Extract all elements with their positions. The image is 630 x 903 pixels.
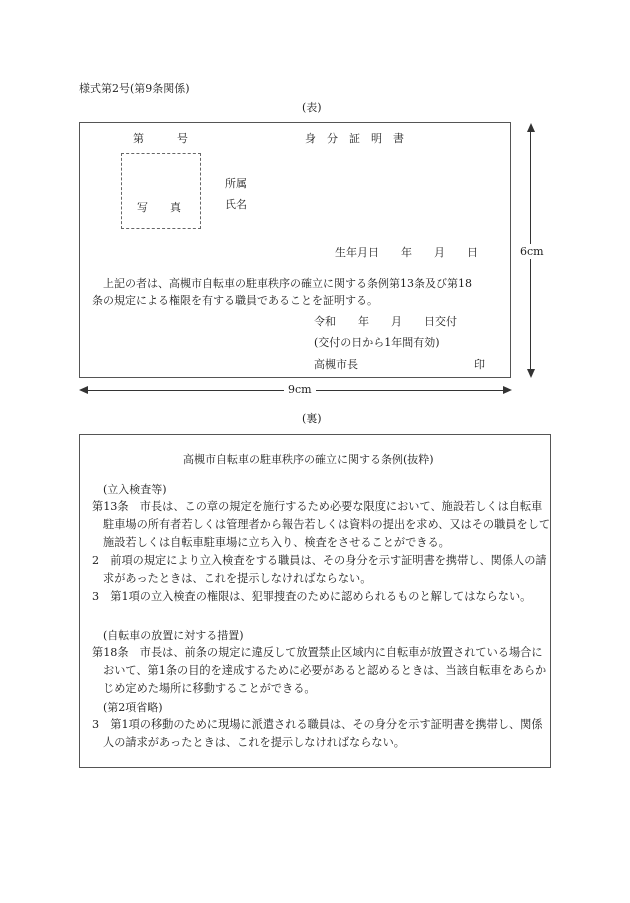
height-dimension: 6cm <box>520 245 544 258</box>
front-heading: (表) <box>302 101 322 114</box>
issue-date: 令和 年 月 日交付 <box>314 315 457 328</box>
article-13-paragraph-2: 2 前項の規定により立入検査をする職員は、その身分を示す証明書を携帯し、関係人の請求があったときは、これを提示しなければならない。 <box>92 554 547 585</box>
certification-line-2: 条の規定による権限を有する職員であることを証明する。 <box>92 294 378 307</box>
seal-mark: 印 <box>474 358 485 371</box>
article-18-paragraph-3: 3 第1項の移動のために現場に派遣される職員は、その身分を示す証明書を携帯し、関係人の請求があったときは、これを提示しなければならない。 <box>92 718 543 749</box>
photo-box <box>121 153 201 229</box>
card-title: 身 分 証 明 書 <box>305 132 404 145</box>
article-13: 第13条 市長は、この章の規定を施行するため必要な限度において、施設若しくは自転車駐車場の所有者若しくは管理者から報告若しくは資料の提出を求め、又はその職員をして施設若しくは自転車駐車場に立ち入り、検査をさせることができる。 <box>92 500 551 549</box>
omitted-paragraph-note: (第2項省略) <box>103 701 163 714</box>
height-arrow-down-icon <box>527 369 535 378</box>
height-arrow-up-icon <box>527 123 535 132</box>
validity-note: (交付の日から1年間有効) <box>314 336 440 349</box>
affiliation-label: 所属 <box>225 177 247 190</box>
width-arrow-right-icon <box>503 386 512 394</box>
article-18: 第18条 市長は、前条の規定に違反して放置禁止区域内に自転車が放置されている場合において、第1条の目的を達成するために必要があると認めるときは、当該自転車をあらかじめ定めた場所に移動することができる。 <box>92 646 547 695</box>
issuer: 高槻市長 <box>314 358 358 371</box>
birthdate-label: 生年月日 年 月 日 <box>335 246 478 259</box>
section-caption-abandoned-bicycles: (自転車の放置に対する措置) <box>103 629 244 642</box>
back-heading: (裏) <box>302 412 322 425</box>
ordinance-title: 高槻市自転車の駐車秩序の確立に関する条例(抜粋) <box>183 453 434 466</box>
certification-line-1: 上記の者は、高槻市自転車の駐車秩序の確立に関する条例第13条及び第18 <box>103 277 472 290</box>
name-label: 氏名 <box>225 198 247 211</box>
form-label: 様式第2号(第9条関係) <box>79 82 190 95</box>
card-number-label: 第 号 <box>133 132 188 145</box>
section-caption-inspection: (立入検査等) <box>103 483 167 496</box>
photo-label: 写 真 <box>137 201 181 214</box>
article-13-paragraph-3: 3 第1項の立入検査の権限は、犯罪捜査のために認められるものと解してはならない。 <box>92 590 532 603</box>
width-dimension: 9cm <box>284 383 316 396</box>
